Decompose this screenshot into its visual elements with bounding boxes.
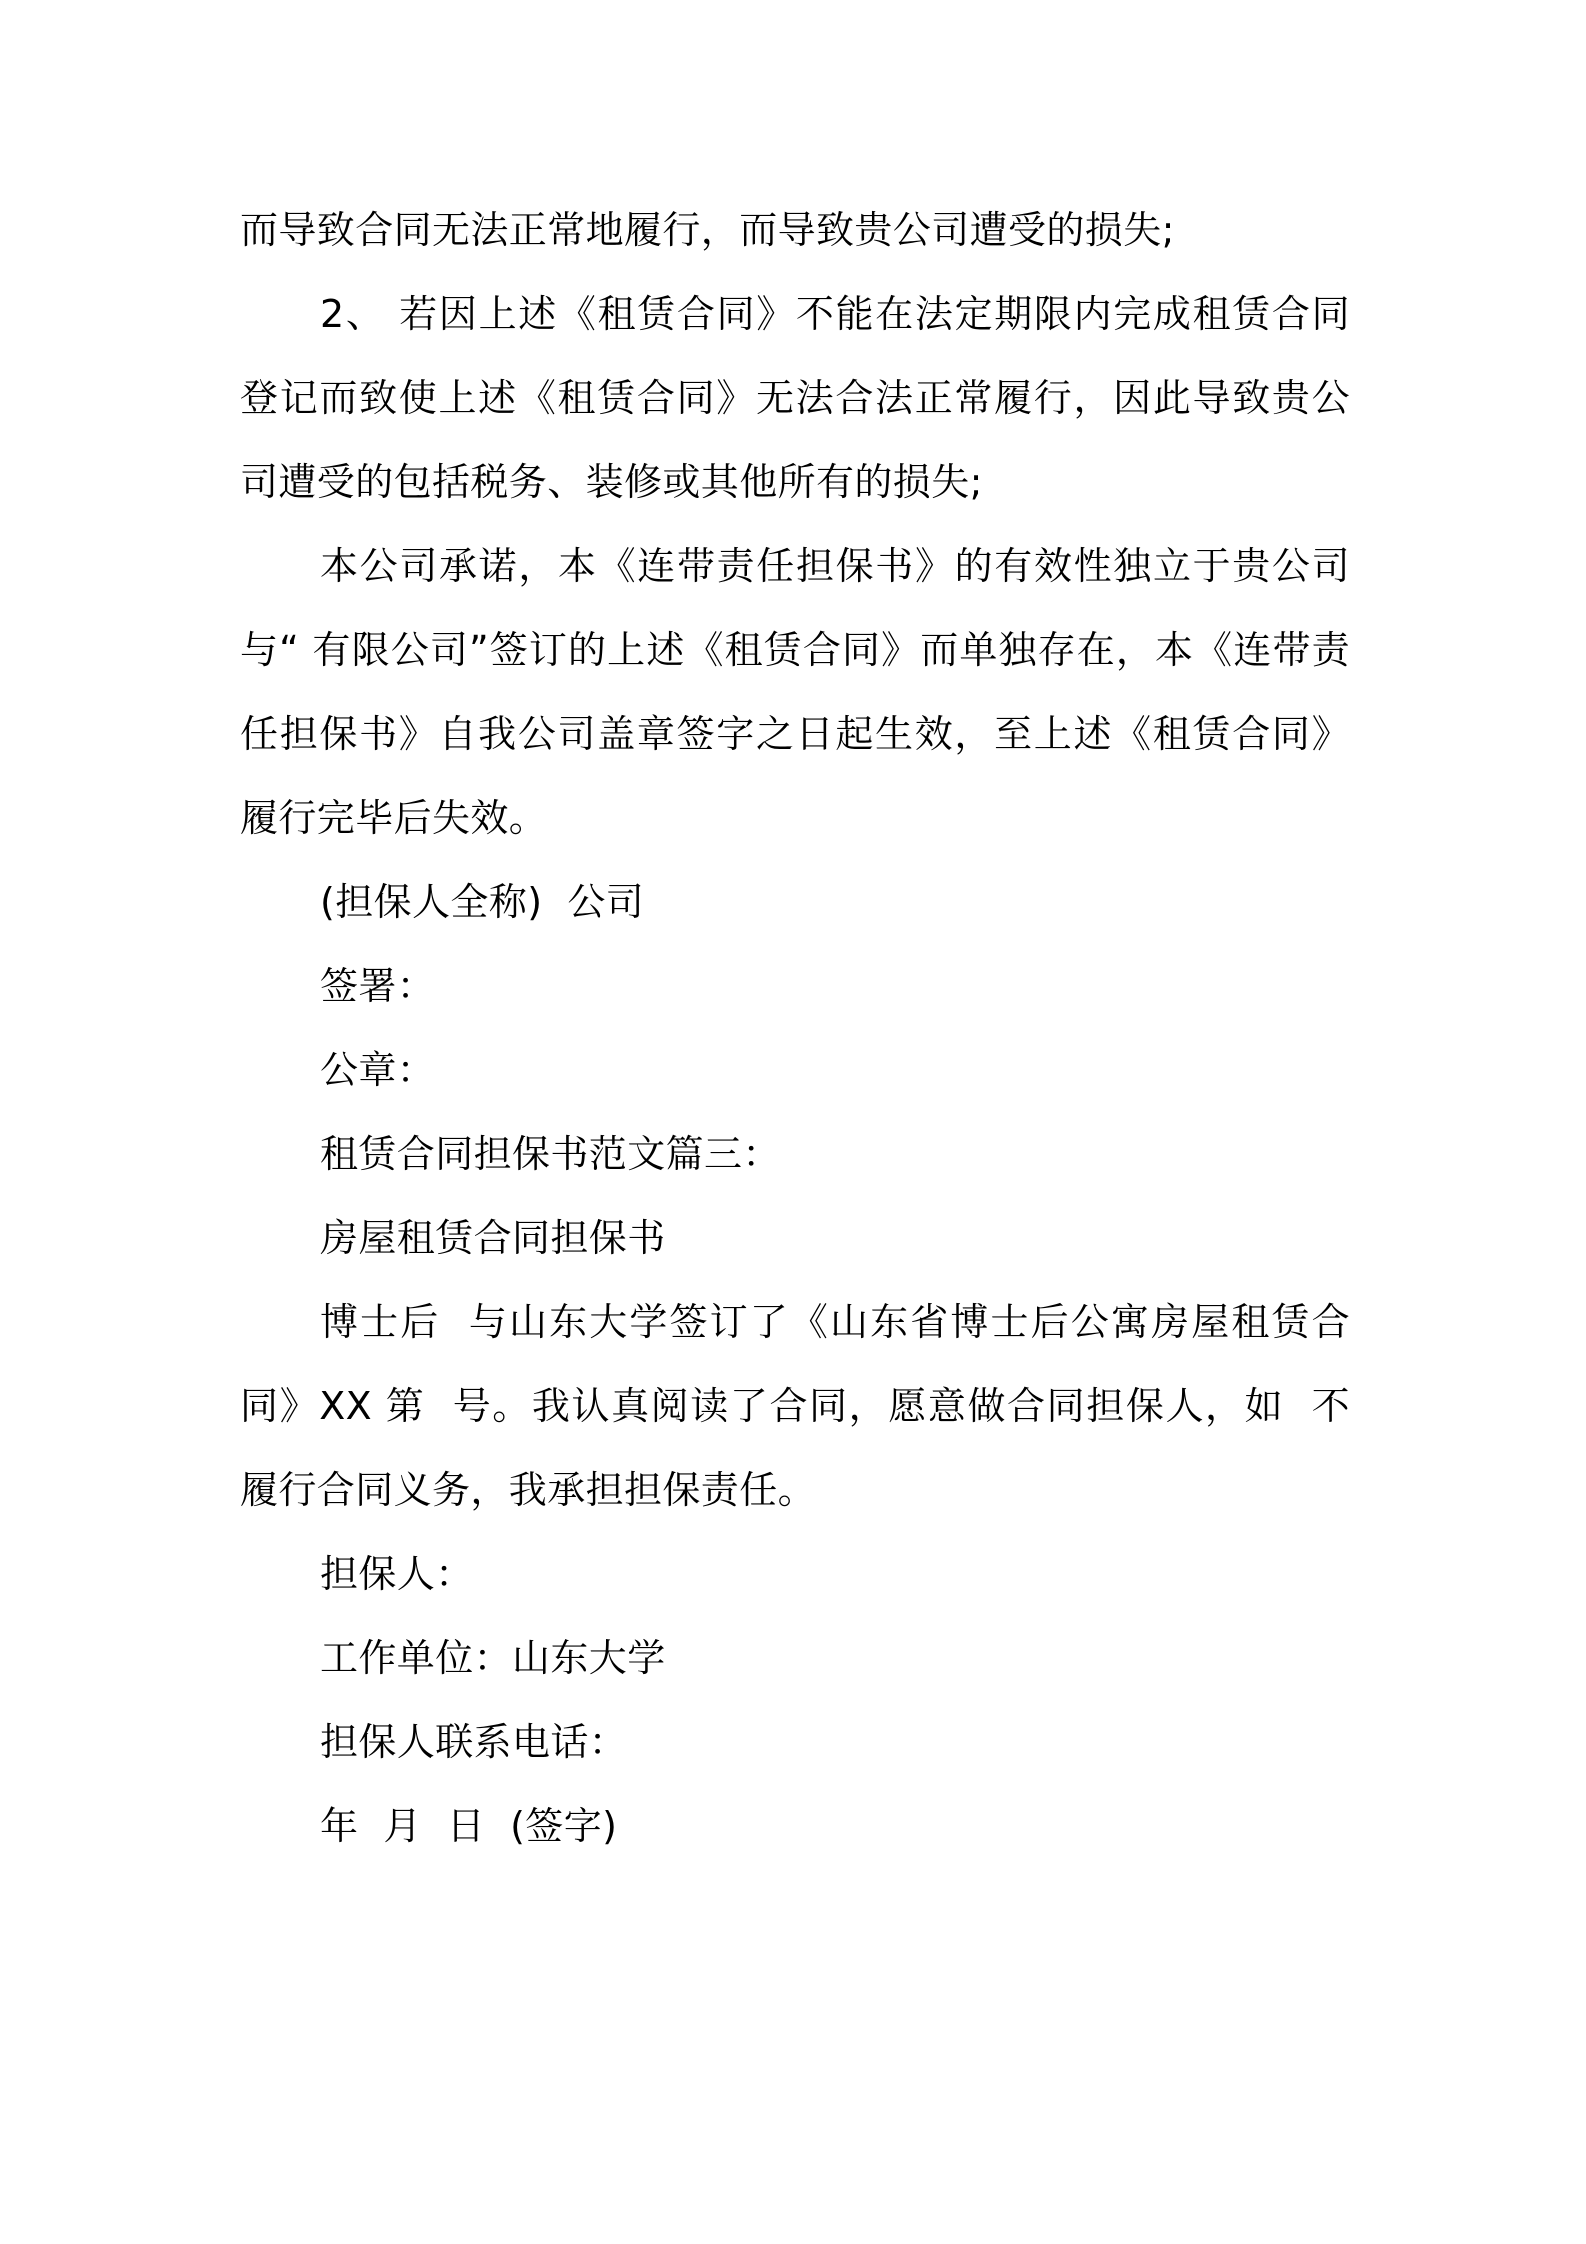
signature-line: 签署： [320, 964, 436, 1008]
date-signature-line: 年 月 日 (签字) [320, 1804, 618, 1848]
document-title-house-lease-guarantee: 房屋租赁合同担保书 [320, 1216, 666, 1260]
document-body [240, 188, 1350, 1868]
paragraph-continuation: 而导致合同无法正常地履行，而导致贵公司遭受的损失; [240, 208, 1175, 252]
section-heading-sample-3: 租赁合同担保书范文篇三： [320, 1132, 781, 1176]
guarantor-full-name-line: (担保人全称) 公司 [320, 880, 645, 924]
guarantor-phone-line: 担保人联系电话： [320, 1720, 628, 1764]
paragraph-postdoc-agreement: 博士后 与山东大学签订了《山东省博士后公寓房屋租赁合同》XX 第 号。我认真阅读了合同，愿意做合同担保人，如 不履行合同义务，我承担担保责任。 [240, 1300, 1350, 1512]
guarantor-line: 担保人： [320, 1552, 474, 1596]
paragraph-clause-2: 2、 若因上述《租赁合同》不能在法定期限内完成租赁合同登记而致使上述《租赁合同》无法合法正常履行，因此导致贵公司遭受的包括税务、装修或其他所有的损失; [240, 292, 1350, 504]
paragraph-commitment: 本公司承诺，本《连带责任担保书》的有效性独立于贵公司与“ 有限公司”签订的上述《租赁合同》而单独存在，本《连带责任担保书》自我公司盖章签字之日起生效，至上述《租赁合同》履行完毕后失效。 [240, 544, 1350, 840]
official-seal-line: 公章： [320, 1048, 436, 1092]
work-unit-line: 工作单位：山东大学 [320, 1636, 666, 1680]
